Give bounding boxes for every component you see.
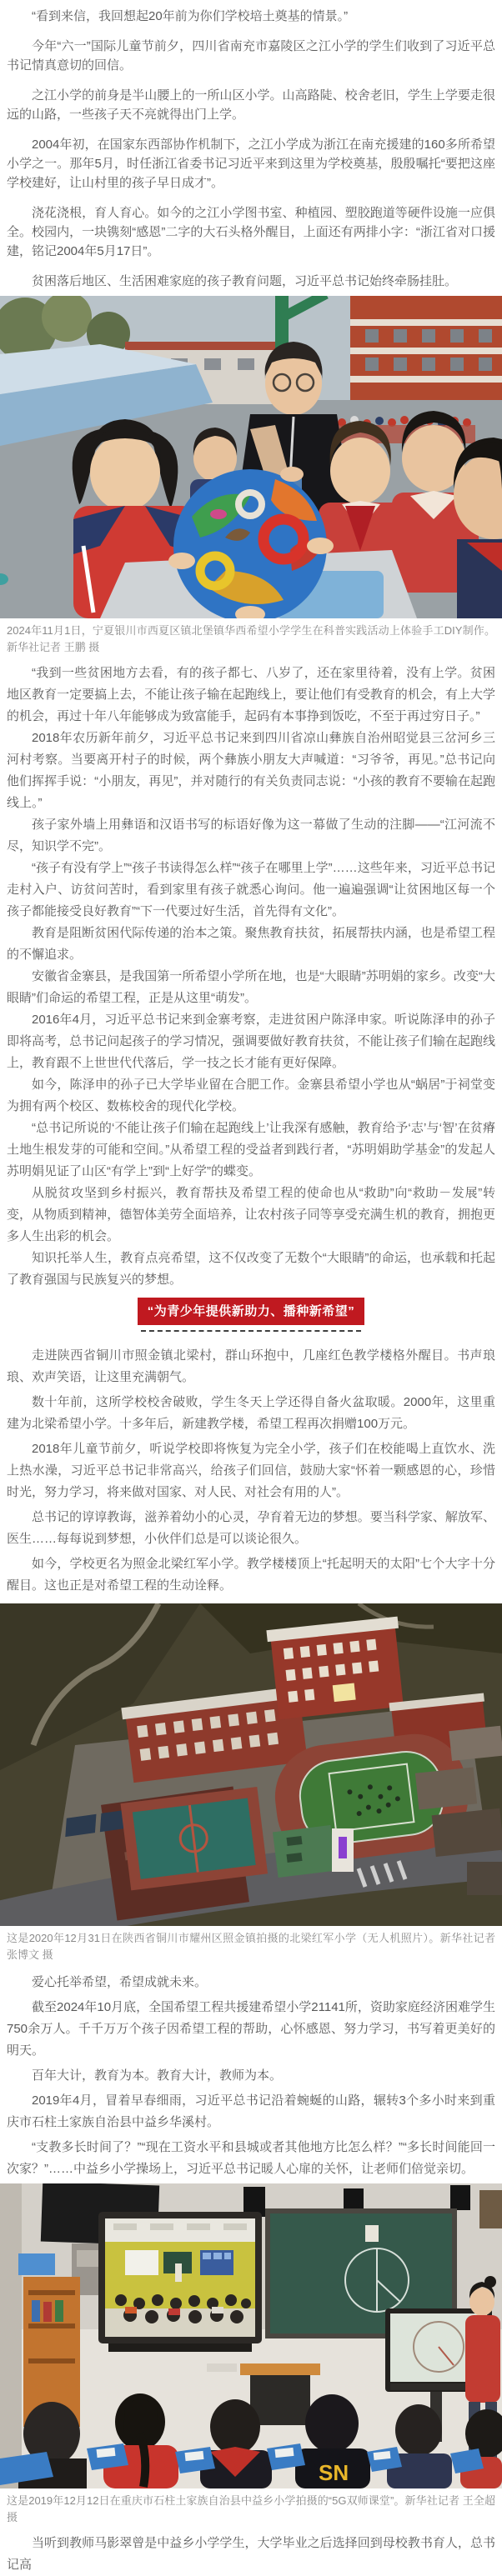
photo-caption: 这是2019年12月12日在重庆市石柱土家族自治县中益乡小学拍摄的“5G双师课堂”。新华社记者 王全超 摄 xyxy=(7,2494,495,2523)
paragraph: 2018年农历新年前夕，习近平总书记来到四川省凉山彝族自治州昭觉县三岔河乡三河村考察。当要离开村子的时候，两个彝族小朋友大声喊道：“习爷爷，再见。”总书记向他们挥挥手说：“小朋友，再见”，并对随行的有关负责同志说：“小孩的教育不要输在起跑线上。” xyxy=(7,731,495,810)
section-title-badge: “为青少年提供新助力、播种新希望” xyxy=(138,1298,365,1325)
photo-children-globe xyxy=(0,296,502,618)
section-story-3 xyxy=(7,1972,495,2180)
photo-caption: 这是2020年12月31日在陕西省铜川市耀州区照金镇拍摄的北梁红军小学（无人机照片）。新华社记者 张博文 摄 xyxy=(7,1932,495,1961)
paragraph: “看到来信，我回想起20年前为你们学校培土奠基的情景。” xyxy=(32,9,349,23)
paragraph: 今年“六一”国际儿童节前夕，四川省南充市嘉陵区之江小学的学生们收到了习近平总书记情真意切的回信。 xyxy=(7,39,495,73)
paragraph: 2004年初，在国家东西部协作机制下，之江小学成为浙江在南充援建的160多所希望小学之一。那年5月，时任浙江省委书记习近平来到这里为学校奠基，殷殷嘱托“要把这座学校建好，让山村里的孩子早日成才”。 xyxy=(7,138,495,190)
aerial-school-illustration xyxy=(0,1603,502,1926)
paragraph: 教育是阻断贫困代际传递的治本之策。聚焦教育扶贫，拓展帮扶内涵，也是希望工程的不懈追求。 xyxy=(7,926,495,962)
paragraph: 贫困落后地区、生活困难家庭的孩子教育问题，习近平总书记始终牵肠挂肚。 xyxy=(32,274,458,288)
children-globe-illustration xyxy=(0,296,502,618)
paragraph: “孩子有没有学上”“孩子书读得怎么样”“孩子在哪里上学”……这些年来，习近平总书记走村入户、访贫问苦时，看到家里有孩子就悉心询问。他一遍遍强调“让贫困地区每一个孩子都能接受良好教育”“下一代要过好生活，首先得有文化”。 xyxy=(7,861,495,918)
paragraph: 从脱贫攻坚到乡村振兴，教育帮扶及希望工程的使命也从“救助”向“救助－发展”转变，从物质到精神，德智体美劳全面培养，让农村孩子同等享受充满生机的教育，拥抱更多人生出彩的机会。 xyxy=(7,1186,495,1243)
paragraph: 安徽省金寨县，是我国第一所希望小学所在地，也是“大眼睛”苏明娟的家乡。改变“大眼睛”们命运的希望工程，正是从这里“萌发”。 xyxy=(7,969,495,1005)
section-story-2 xyxy=(7,1345,495,1597)
paragraph: 2019年4月，冒着早春细雨，习近平总书记沿着蜿蜒的山路，辗转3个多小时来到重庆市石柱土家族自治县中益乡华溪村。 xyxy=(7,2093,495,2129)
dashed-divider xyxy=(141,1330,361,1332)
section-story-1 xyxy=(7,663,495,1291)
paragraph: 百年大计，教育为本。教育大计，教师为本。 xyxy=(32,2068,283,2083)
paragraph: 走进陕西省铜川市照金镇北梁村，群山环抱中，几座红色教学楼格外醒目。书声琅琅、欢声笑语，让这里充满朝气。 xyxy=(7,1348,495,1384)
paragraph: 如今，学校更名为照金北梁红军小学。教学楼楼顶上“托起明天的太阳”七个大字十分醒目。这也正是对希望工程的生动诠释。 xyxy=(7,1557,495,1593)
photo-5g-classroom xyxy=(0,2183,502,2488)
section-header xyxy=(7,1298,495,1332)
paragraph: 当听到教师马影翠曾是中益乡小学学生，大学毕业之后选择回到母校教书育人，总书记高 xyxy=(7,2536,495,2572)
paragraph: 爱心托举希望，希望成就未来。 xyxy=(32,1975,208,1989)
paragraph: 总书记的谆谆教诲，滋养着幼小的心灵，孕育着无边的梦想。要当科学家、解放军、医生……每每说到梦想，小伙伴们总是可以谈论很久。 xyxy=(7,1510,495,1546)
paragraph: 截至2024年10月底，全国希望工程共援建希望小学21141所，资助家庭经济困难学生750余万人。千千万万个孩子因希望工程的帮助，心怀感恩、努力学习，书写着更美好的明天。 xyxy=(7,2000,495,2058)
svg-text:SN: SN xyxy=(319,2460,349,2485)
photo-aerial-school xyxy=(0,1603,502,1926)
paragraph: 孩子家外墙上用彝语和汉语书写的标语好像为这一幕做了生动的注脚——“江河流不尽，知识学不完”。 xyxy=(7,818,495,853)
photo-caption: 2024年11月1日，宁夏银川市西夏区镇北堡镇华西希望小学学生在科普实践活动上体验手工DIY制作。新华社记者 王鹏 摄 xyxy=(7,624,495,653)
paragraph: “支教多长时间了？”“现在工资水平和县城或者其他地方比怎么样？”“多长时间能回一次家？”……中益乡小学操场上，习近平总书记暖人心扉的关怀，让老师们倍觉亲切。 xyxy=(7,2140,495,2176)
paragraph: 2016年4月，习近平总书记来到金寨考察，走进贫困户陈泽申家。听说陈泽申的孙子即将高考，总书记问起孩子的学习情况，强调要做好教育扶贫，不能让孩子们输在起跑线上，教育跟不上世世代代落后，学一技之长才能有更好保障。 xyxy=(7,1013,495,1070)
paragraph: 之江小学的前身是半山腰上的一所山区小学。山高路陡、校舍老旧，学生上学要走很远的山路，一些孩子天不亮就得出门上学。 xyxy=(7,88,495,122)
paragraph: 如今，陈泽申的孙子已大学毕业留在合肥工作。金寨县希望小学也从“蜗居”于祠堂变为拥有两个校区、数栋校舍的现代化学校。 xyxy=(7,1078,495,1113)
paragraph: “我到一些贫困地方去看，有的孩子都七、八岁了，还在家里待着，没有上学。贫困地区教育一定要搞上去，不能让孩子输在起跑线上，要让他们有受教育的机会，有上大学的机会，再过十年八年能够成为致富能手，起码有本事挣到饭吃，不至于再过穷日子。” xyxy=(7,666,495,723)
classroom-illustration xyxy=(0,2183,502,2488)
paragraph: 数十年前，这所学校校舍破败，学生冬天上学还得自备火盆取暖。2000年，这里重建为北梁希望小学。十多年后，新建教学楼，希望工程再次捐赠100万元。 xyxy=(7,1395,495,1431)
paragraph: 浇花浇根，育人育心。如今的之江小学图书室、种植园、塑胶跑道等硬件设施一应俱全。校园内，一块镌刻“感恩”二字的大石头格外醒目，上面还有两排小字：“浙江省对口援建，铭记2004年5月17日”。 xyxy=(7,206,495,258)
paragraph: 知识托举人生，教育点亮希望，这不仅改变了无数个“大眼睛”的命运，也承载和托起了教育强国与民族复兴的梦想。 xyxy=(7,1251,495,1287)
paragraph: “总书记所说的‘不能让孩子们输在起跑线上’让我深有感触，教育给予‘志’与‘智’在贫瘠土地生根发芽的可能和空间。”从希望工程的受益者到践行者，“苏明娟助学基金”的发起人苏明娟见证了山区“有学上”到“上好学”的蝶变。 xyxy=(7,1121,495,1178)
paragraph: 2018年儿童节前夕，听说学校即将恢复为完全小学，孩子们在校能喝上直饮水、洗上热水澡，习近平总书记非常高兴，给孩子们回信，鼓励大家“怀着一颗感恩的心，珍惜时光，努力学习，将来做对国家、对人民、对社会有用的人”。 xyxy=(7,1442,495,1499)
